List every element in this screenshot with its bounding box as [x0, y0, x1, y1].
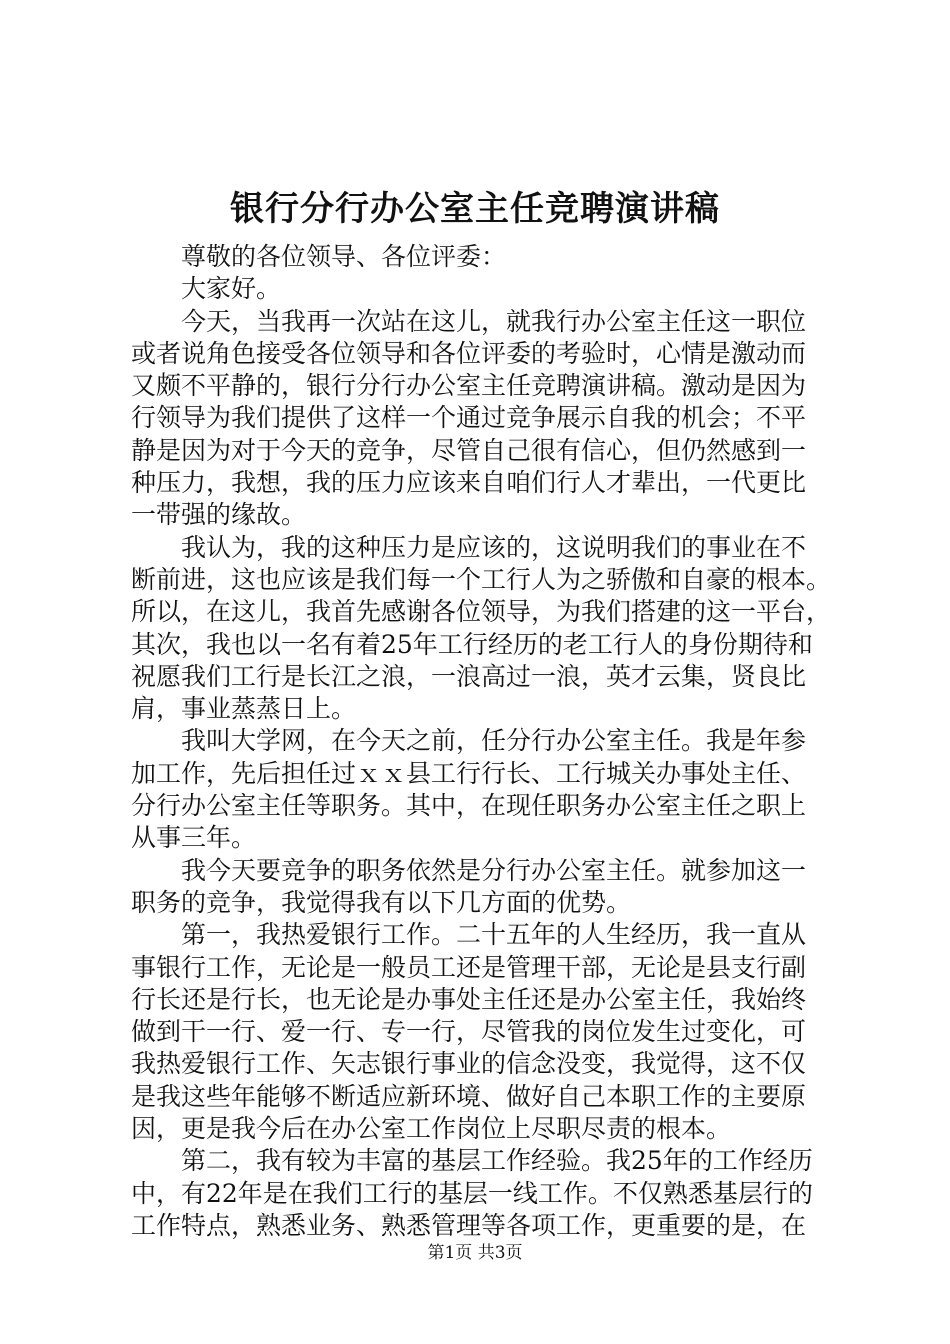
text-line: 事银行工作，无论是一般员工还是管理干部，无论是县支行副 — [131, 952, 807, 982]
text-line: 从事三年。 — [131, 823, 257, 853]
text-line: 分行办公室主任等职务。其中，在现任职务办公室主任之职上 — [131, 791, 807, 821]
text-line: 我认为，我的这种压力是应该的，这说明我们的事业在不 — [181, 532, 807, 562]
text-line: 行领导为我们提供了这样一个通过竞争展示自我的机会；不平 — [131, 403, 807, 433]
text-line: 其次，我也以一名有着25年工行经历的老工行人的身份期待和 — [131, 629, 813, 659]
text-line: 工作特点，熟悉业务、熟悉管理等各项工作，更重要的是，在 — [131, 1210, 807, 1240]
text-line: 静是因为对于今天的竞争，尽管自己很有信心，但仍然感到一 — [131, 435, 807, 465]
text-line: 第一，我热爱银行工作。二十五年的人生经历，我一直从 — [181, 920, 807, 950]
text-line: 祝愿我们工行是长江之浪，一浪高过一浪，英才云集，贤良比 — [131, 661, 807, 691]
document-body — [131, 241, 831, 1242]
document-title: 银行分行办公室主任竞聘演讲稿 — [230, 189, 720, 229]
text-line: 种压力，我想，我的压力应该来自咱们行人才辈出，一代更比 — [131, 468, 807, 498]
text-line: 是我这些年能够不断适应新环境、做好自己本职工作的主要原 — [131, 1081, 807, 1111]
text-line: 行长还是行长，也无论是办事处主任还是办公室主任，我始终 — [131, 984, 807, 1014]
text-line: 又颇不平静的，银行分行办公室主任竞聘演讲稿。激动是因为 — [131, 371, 807, 401]
text-line: 断前进，这也应该是我们每一个工行人为之骄傲和自豪的根本。 — [131, 564, 832, 594]
text-line: 第二，我有较为丰富的基层工作经验。我25年的工作经历 — [181, 1146, 813, 1176]
page-footer: 第1页 共3页 — [427, 1243, 523, 1263]
text-line-salutation: 尊敬的各位领导、各位评委： — [181, 242, 507, 271]
text-line-greeting: 大家好。 — [181, 274, 282, 304]
text-line: 加工作，先后担任过ｘｘ县工行行长、工行城关办事处主任、 — [131, 758, 807, 788]
text-line: 今天，当我再一次站在这儿，就我行办公室主任这一职位 — [181, 306, 807, 336]
text-line: 所以，在这儿，我首先感谢各位领导，为我们搭建的这一平台， — [131, 597, 832, 627]
text-line: 一带强的缘故。 — [131, 500, 307, 530]
text-line: 或者说角色接受各位领导和各位评委的考验时，心情是激动而 — [131, 338, 807, 368]
text-line: 我叫大学网，在今天之前，任分行办公室主任。我是年参 — [181, 726, 807, 756]
text-line: 中，有22年是在我们工行的基层一线工作。不仅熟悉基层行的 — [131, 1178, 813, 1208]
text-line: 职务的竞争，我觉得我有以下几方面的优势。 — [131, 887, 632, 917]
text-line: 因，更是我今后在办公室工作岗位上尽职尽责的根本。 — [131, 1114, 732, 1144]
text-line: 我热爱银行工作、矢志银行事业的信念没变，我觉得，这不仅 — [131, 1049, 807, 1079]
text-line: 做到干一行、爱一行、专一行，尽管我的岗位发生过变化，可 — [131, 1017, 807, 1047]
text-line: 我今天要竞争的职务依然是分行办公室主任。就参加这一 — [181, 855, 807, 885]
text-line: 肩，事业蒸蒸日上。 — [131, 694, 357, 724]
